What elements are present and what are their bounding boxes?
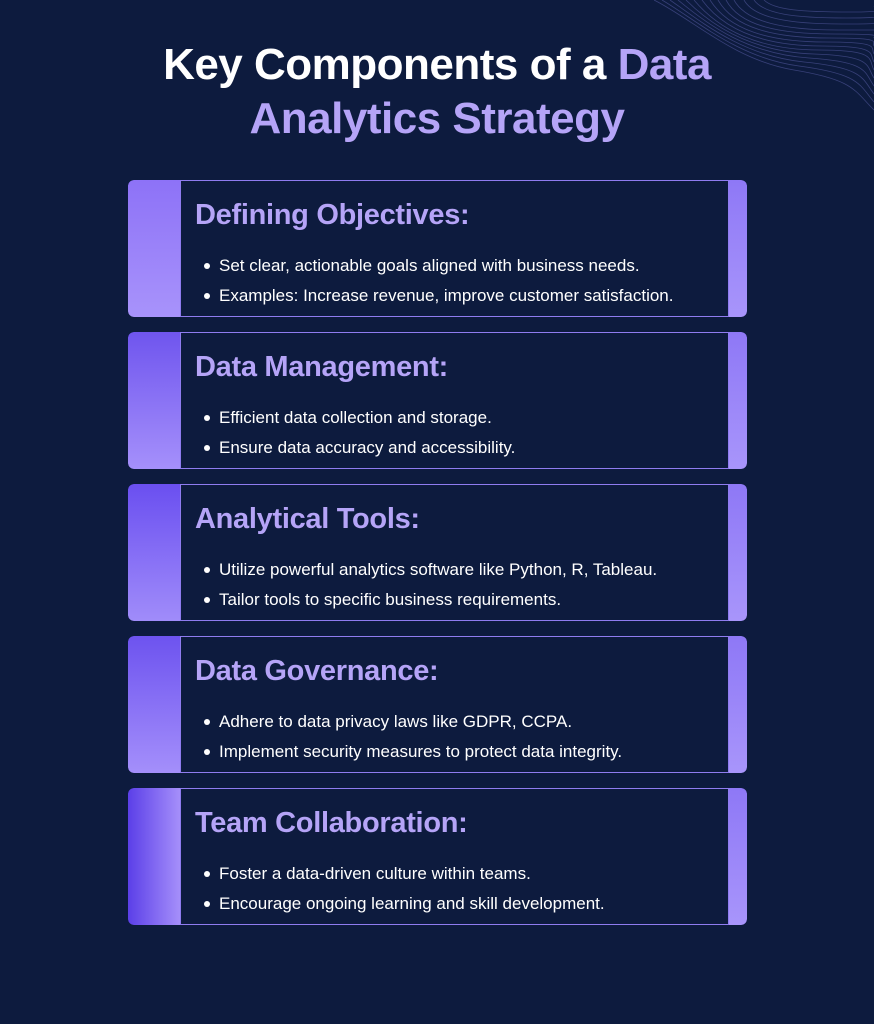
card-team-collaboration — [128, 788, 747, 925]
bullet-item: Encourage ongoing learning and skill development. — [201, 889, 605, 919]
card-heading: Defining Objectives: — [195, 199, 470, 231]
card-heading: Data Governance: — [195, 655, 439, 687]
card-body — [180, 180, 729, 317]
card-data-management — [128, 332, 747, 469]
bullet-item: Tailor tools to specific business requirements. — [201, 585, 657, 615]
card-left-accent-bar — [128, 332, 182, 469]
card-left-accent-bar — [128, 180, 182, 317]
card-body — [180, 484, 729, 621]
bullet-list — [201, 707, 622, 767]
bullet-item: Implement security measures to protect data integrity. — [201, 737, 622, 767]
title-accent-word: Data — [617, 40, 711, 89]
card-heading: Team Collaboration: — [195, 807, 468, 839]
title-accent-line: Analytics Strategy — [249, 94, 625, 143]
card-heading: Data Management: — [195, 351, 449, 383]
title-text-white: Key Components of a — [163, 40, 618, 89]
card-heading: Analytical Tools: — [195, 503, 420, 535]
card-left-accent-bar — [128, 484, 182, 621]
bullet-list — [201, 251, 673, 311]
card-body — [180, 636, 729, 773]
card-left-accent-bar — [128, 636, 182, 773]
card-defining-objectives — [128, 180, 747, 317]
card-body — [180, 788, 729, 925]
bullet-list — [201, 555, 657, 615]
bullet-item: Utilize powerful analytics software like Python, R, Tableau. — [201, 555, 657, 585]
bullet-list — [201, 859, 605, 919]
bullet-item: Ensure data accuracy and accessibility. — [201, 433, 515, 463]
bullet-item: Adhere to data privacy laws like GDPR, CCPA. — [201, 707, 622, 737]
card-analytical-tools — [128, 484, 747, 621]
bullet-item: Examples: Increase revenue, improve customer satisfaction. — [201, 281, 673, 311]
bullet-item: Foster a data-driven culture within teams. — [201, 859, 605, 889]
bullet-list — [201, 403, 515, 463]
component-cards — [128, 180, 747, 940]
card-data-governance — [128, 636, 747, 773]
card-body — [180, 332, 729, 469]
card-left-accent-bar — [128, 788, 182, 925]
page-title — [0, 38, 874, 146]
bullet-item: Efficient data collection and storage. — [201, 403, 515, 433]
bullet-item: Set clear, actionable goals aligned with business needs. — [201, 251, 673, 281]
